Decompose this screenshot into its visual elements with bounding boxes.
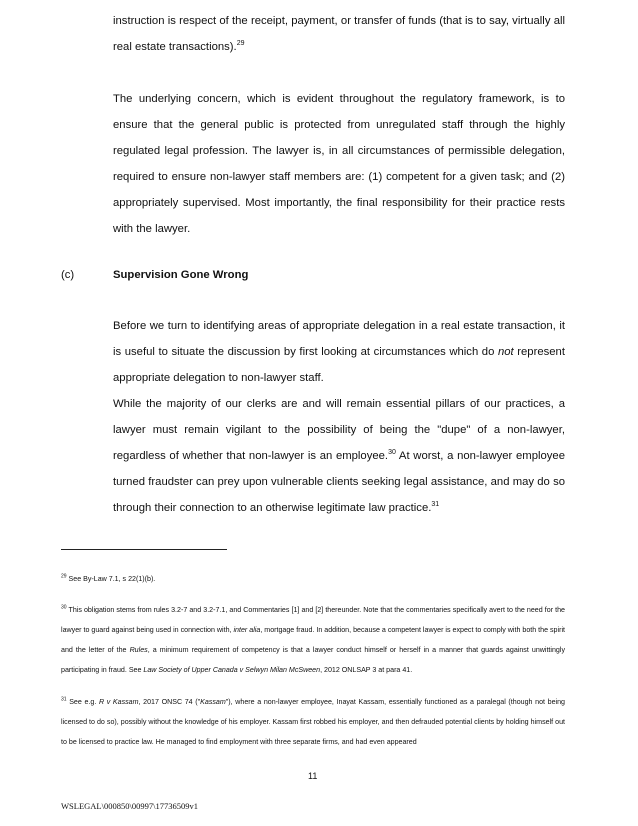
footnote-ref-30[interactable]: 30 <box>388 449 396 457</box>
paragraph-underlying-concern: The underlying concern, which is evident throughout the regulatory framework, is to ensure that the general public is protected from unregulated staff through the highly regulated legal profession. The lawyer is, in all circumstances of permissible delegation, required to ensure non-lawyer staff members are: (1) competent for a given task; and (2) appropriately supervised. Most importantly, the final responsibility for their practice rests with the lawyer. <box>113 93 565 235</box>
footnote-31: $^{31}$ See e.g. R v Kassam, 2017 ONSC 74 ("Kassam"), where a non-lawyer employee, Inayat Kassam, essentially functioned as a paralegal (though not being licensed to do so), possibly without the knowledge of his employer. Kassam first robbed his employer, and then defrauded potential clients by holding himself out to be licensed to practice law. He managed to find employment with three separate firms, and had even appeared <box>61 696 565 746</box>
paragraph-before-we-turn: Before we turn to identifying areas of appropriate delegation in a real estate transaction, it is useful to situate the discussion by first looking at circumstances which do not represent appropriate delegation to non-lawyer staff. <box>113 320 565 384</box>
section-label: (c) <box>61 269 75 281</box>
footnote-30: $^{30}$ This obligation stems from rules 3.2-7 and 3.2-7.1, and Commentaries [1] and [2] thereunder. Note that the commentaries specifically avert to the need for the lawyer to guard against being used in connection with, inter alia, mortgage fraud. In addition, because a competent lawyer is expect to comply with both the spirit and the letter of the Rules, a minimum requirement of competency is that a lawyer conduct himself or herself in a manner that guards against unwittingly participating in fraud. See Law Society of Upper Canada v Selwyn Milan McSween, 2012 ONLSAP 3 at para 41. <box>61 604 565 674</box>
paragraph-clerks-vigilance: While the majority of our clerks are and will remain essential pillars of our practices, a lawyer must remain vigilant to the possibility of being the "dupe" of a non-lawyer, regardless of whether that non-lawyer is an employee.$^{30}$ At worst, a non-lawyer employee turned fraudster can prey upon vulnerable clients seeking legal assistance, and may do so through their connection to an otherwise legitimate law practice.$^{31}$ <box>113 398 565 514</box>
document-id: WSLEGAL\000850\00997\17736509v1 <box>61 801 198 811</box>
section-heading: Supervision Gone Wrong <box>113 269 249 281</box>
footnote-ref-31[interactable]: 31 <box>431 501 440 509</box>
paragraph-receipt-of-funds: instruction is respect of the receipt, payment, or transfer of funds (that is to say, virtually all real estate transactions).$^{29}$ <box>113 15 565 53</box>
footnote-29: $^{29}$ See By-Law 7.1, s 22(1)(b). <box>61 573 156 583</box>
page-number: 11 <box>308 771 318 781</box>
footnote-ref-29[interactable]: 29 <box>236 40 245 48</box>
footnote-separator <box>61 549 227 550</box>
